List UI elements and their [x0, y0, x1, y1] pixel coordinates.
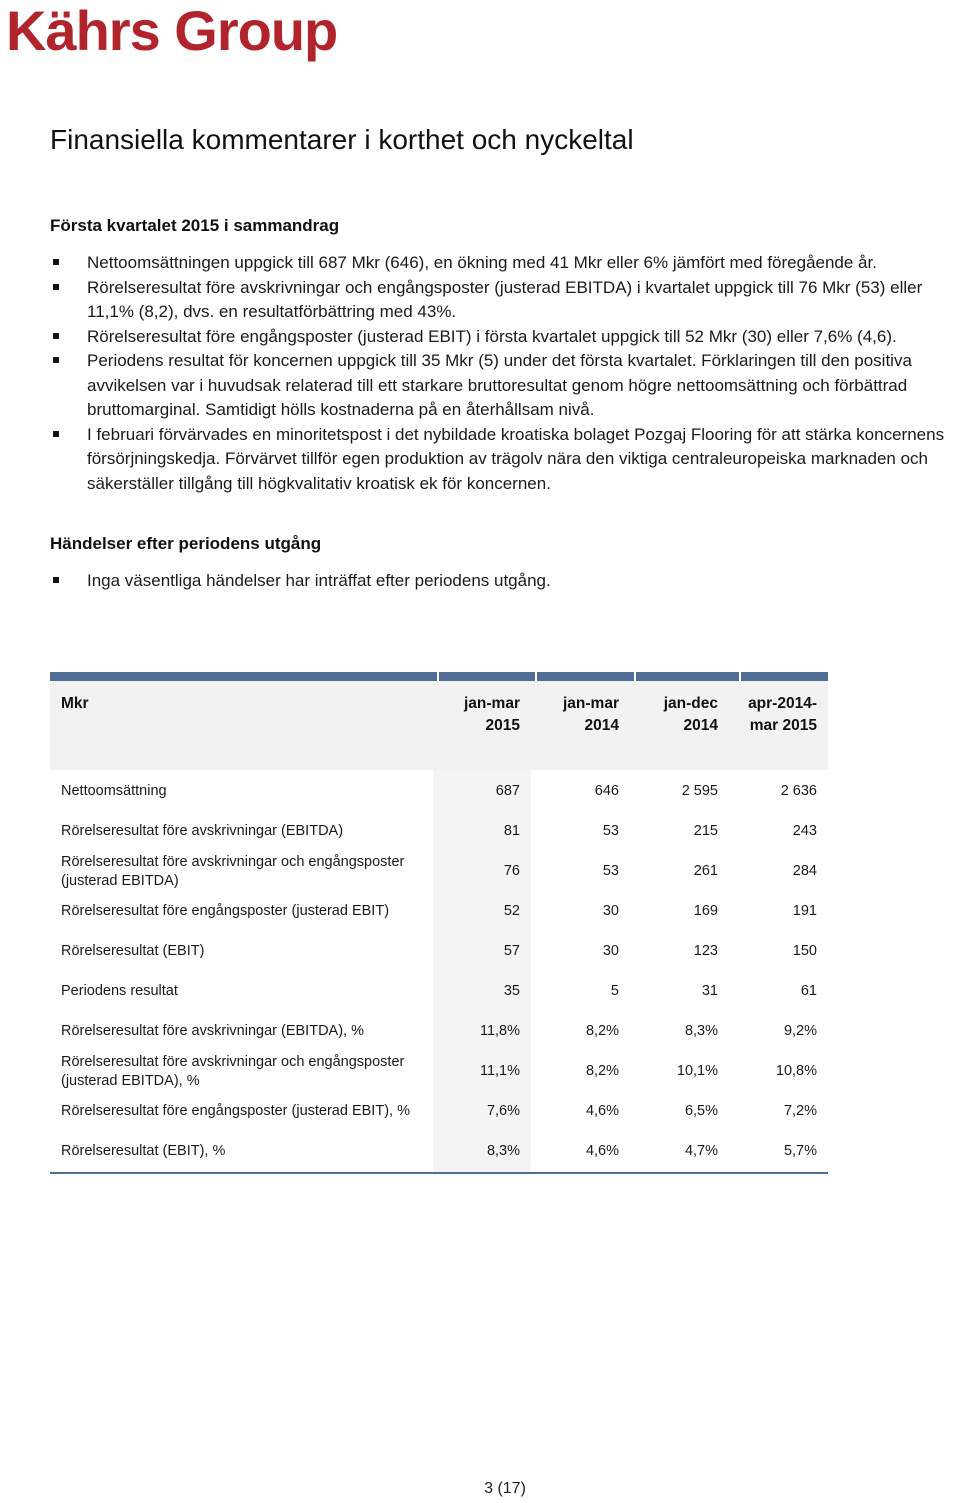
row-label: Rörelseresultat före avskrivningar och engångsposter (justerad EBITDA), %	[61, 1053, 405, 1089]
table-row	[50, 1132, 828, 1172]
table-bottom-line	[50, 1172, 828, 1174]
bullet-square-icon	[53, 577, 59, 583]
row-value: 169	[693, 903, 718, 920]
row-value: 646	[594, 783, 619, 800]
bullet-text: Inga väsentliga händelser har inträffat efter periodens utgång.	[87, 571, 551, 590]
row-value: 10,1%	[676, 1063, 718, 1080]
row-value: 8,2%	[585, 1063, 619, 1080]
table-row	[50, 1052, 828, 1092]
row-label: Rörelseresultat före engångsposter (justerad EBIT), %	[61, 1103, 410, 1120]
row-value: 8,3%	[684, 1023, 718, 1040]
row-value: 61	[800, 983, 817, 1000]
row-value: 10,8%	[775, 1063, 817, 1080]
table-row	[50, 972, 828, 1012]
row-value: 30	[602, 903, 619, 920]
bullet-item	[50, 569, 955, 594]
bullet-square-icon	[53, 333, 59, 339]
bullet-item	[50, 423, 955, 497]
table-row	[50, 1092, 828, 1132]
row-value: 243	[792, 823, 817, 840]
bullet-square-icon	[53, 259, 59, 265]
row-value: 9,2%	[783, 1023, 817, 1040]
row-value: 191	[792, 903, 817, 920]
row-value: 52	[433, 892, 531, 932]
events-heading: Händelser efter periodens utgång	[50, 534, 322, 553]
company-logo: Kährs Group	[6, 0, 338, 62]
row-value: 4,7%	[684, 1143, 718, 1160]
row-value: 11,8%	[433, 1012, 531, 1052]
row-value: 6,5%	[684, 1103, 718, 1120]
bullet-square-icon	[53, 431, 59, 437]
row-value: 31	[701, 983, 718, 1000]
row-value: 53	[602, 823, 619, 840]
row-value: 7,2%	[783, 1103, 817, 1120]
row-value: 687	[433, 772, 531, 812]
header-cell-period: apr-2014- mar 2015	[729, 681, 828, 770]
row-value: 8,2%	[585, 1023, 619, 1040]
row-value: 57	[433, 932, 531, 972]
table-row	[50, 1012, 828, 1052]
row-value: 261	[693, 863, 718, 880]
events-bullet-list	[50, 569, 955, 594]
row-label: Rörelseresultat före avskrivningar (EBITDA)	[61, 823, 344, 840]
row-value: 215	[693, 823, 718, 840]
key-figures-table	[50, 672, 828, 1174]
row-value: 5,7%	[783, 1143, 817, 1160]
bullet-item	[50, 349, 955, 423]
table-row	[50, 812, 828, 852]
bullet-text: Rörelseresultat före avskrivningar och engångsposter (justerad EBITDA) i kvartalet uppgick till 76 Mkr (53) eller 11,1% (8,2), dvs. en resultatförbättring med 43%.	[87, 277, 923, 321]
row-value: 11,1%	[433, 1052, 531, 1092]
row-value: 53	[602, 863, 619, 880]
row-value: 81	[433, 812, 531, 852]
row-label: Nettoomsättning	[61, 783, 167, 800]
bullet-text: Rörelseresultat före engångsposter (justerad EBIT) i första kvartalet uppgick till 52 Mkr (30) eller 7,6% (4,6).	[87, 326, 897, 346]
row-value: 7,6%	[433, 1092, 531, 1132]
bullet-square-icon	[53, 284, 59, 290]
row-value: 30	[602, 943, 619, 960]
table-top-bar	[50, 672, 828, 681]
bullet-text: I februari förvärvades en minoritetspost i det nybildade kroatiska bolaget Pozgaj Flooring för att stärka koncernens försörjningskedja. Förvärvet tillför egen produktion av trägolv nära den viktiga centraleuropeiska marknaden och säkerställer tillgång till högkvalitativ kroatisk ek för koncernen.	[87, 424, 945, 493]
row-value: 284	[792, 863, 817, 880]
row-label: Rörelseresultat före engångsposter (justerad EBIT)	[61, 903, 390, 920]
row-value: 150	[792, 943, 817, 960]
row-label: Periodens resultat	[61, 983, 178, 1000]
row-value: 2 595	[681, 783, 718, 800]
row-label: Rörelseresultat (EBIT)	[61, 943, 205, 960]
bullet-text: Periodens resultat för koncernen uppgick till 35 Mkr (5) under det första kvartalet. Förklaringen till den positiva avvikelsen var i huvudsak relaterad till ett starkare bruttoresultat genom högre nettoomsättning och förbättrad bruttomarginal. Samtidigt hölls kostnaderna på en återhållsam nivå.	[87, 351, 912, 419]
bullet-item	[50, 251, 955, 276]
row-value: 4,6%	[585, 1103, 619, 1120]
header-cell-period: jan-dec 2014	[630, 681, 729, 770]
bullet-text: Nettoomsättningen uppgick till 687 Mkr (646), en ökning med 41 Mkr eller 6% jämfört med föregående år.	[87, 253, 877, 272]
row-value: 8,3%	[433, 1132, 531, 1172]
table-header-row	[50, 681, 828, 770]
page-title: Finansiella kommentarer i korthet och nyckeltal	[50, 124, 634, 155]
bullet-item	[50, 276, 955, 325]
header-cell-period: jan-mar 2015	[433, 681, 531, 770]
bullet-item	[50, 325, 955, 350]
header-cell-label: Mkr	[50, 681, 433, 770]
table-row	[50, 892, 828, 932]
table-row	[50, 772, 828, 812]
row-value: 123	[693, 943, 718, 960]
row-value: 5	[610, 983, 619, 1000]
row-value: 76	[433, 852, 531, 892]
row-label: Rörelseresultat (EBIT), %	[61, 1143, 226, 1160]
row-value: 35	[433, 972, 531, 1012]
row-value: 4,6%	[585, 1143, 619, 1160]
header-cell-period: jan-mar 2014	[531, 681, 630, 770]
row-label: Rörelseresultat före avskrivningar och engångsposter (justerad EBITDA)	[61, 853, 405, 889]
summary-bullet-list	[50, 251, 955, 496]
table-row	[50, 932, 828, 972]
table-row	[50, 852, 828, 892]
page-number: 3 (17)	[484, 1480, 526, 1497]
bullet-square-icon	[53, 357, 59, 363]
row-value: 2 636	[780, 783, 817, 800]
summary-heading: Första kvartalet 2015 i sammandrag	[50, 216, 340, 235]
row-label: Rörelseresultat före avskrivningar (EBITDA), %	[61, 1023, 364, 1040]
